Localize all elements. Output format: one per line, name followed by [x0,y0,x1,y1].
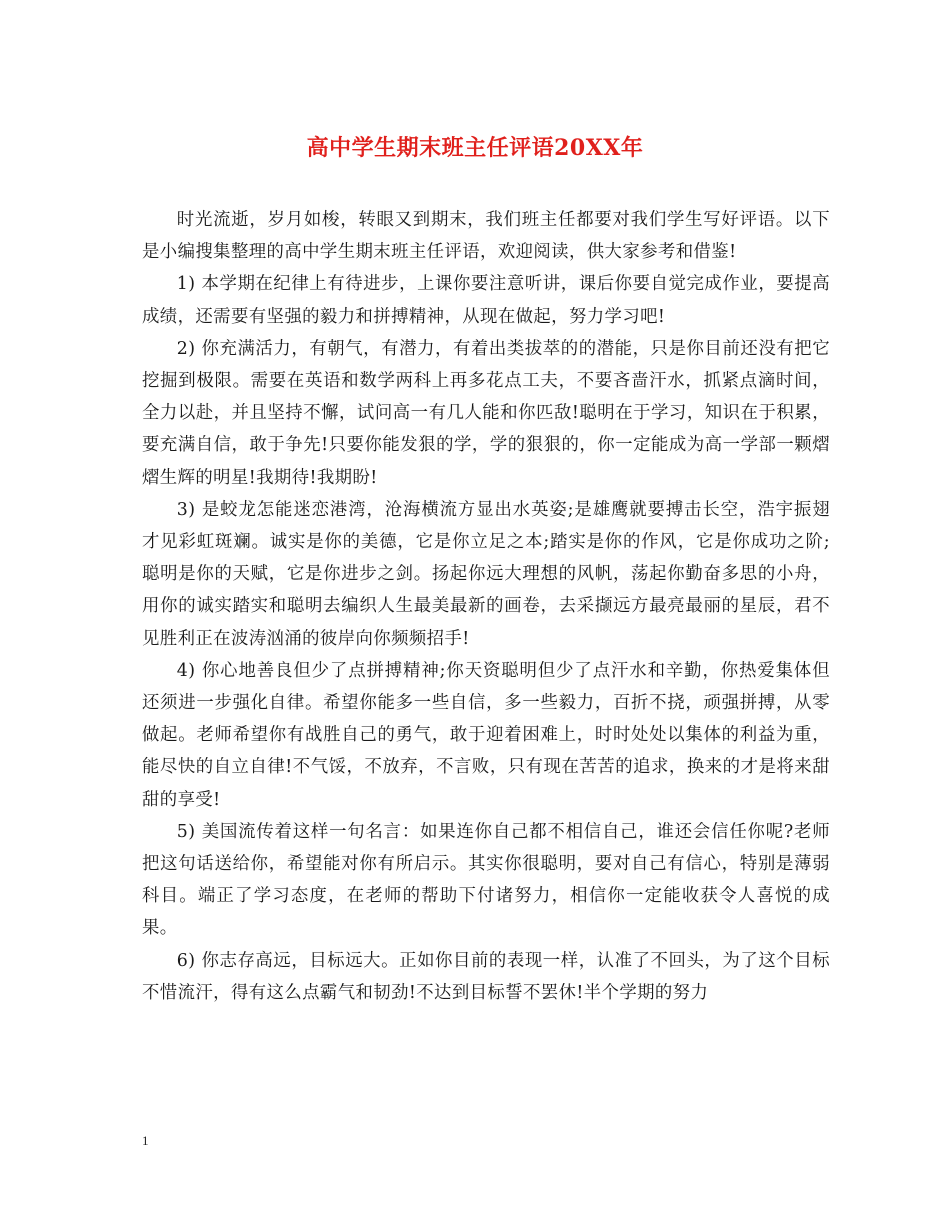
comment-paragraph-4: 4) 你心地善良但少了点拼搏精神;你天资聪明但少了点汗水和辛勤，你热爱集体但还须进一步强化自律。希望你能多一些自信，多一些毅力，百折不挠，顽强拼搏，从零做起。老师希望你有战胜自己的勇气，敢于迎着困难上，时时处处以集体的利益为重，能尽快的自立自律!不气馁，不放弃，不言败，只有现在苦苦的追求，换来的才是将来甜甜的享受! [142,660,830,810]
document-title: 高中学生期末班主任评语20XX年 [306,135,644,161]
comment-paragraph-3: 3) 是蛟龙怎能迷恋港湾，沧海横流方显出水英姿;是雄鹰就要搏击长空，浩宇振翅才见彩虹斑斓。诚实是你的美德，它是你立足之本;踏实是你的作风，它是你成功之阶;聪明是你的天赋，它是你进步之剑。扬起你远大理想的风帆，荡起你勤奋多思的小舟，用你的诚实踏实和聪明去编织人生最美最新的画卷，去采撷远方最亮最丽的星辰，君不见胜利正在波涛汹涌的彼岸向你频频招手! [142,499,830,649]
comment-paragraph-6: 6) 你志存高远，目标远大。正如你目前的表现一样，认准了不回头，为了这个目标不惜流汗，得有这么点霸气和韧劲!不达到目标誓不罢休!半个学期的努力 [142,950,830,1003]
document-body [142,204,830,1009]
comment-paragraph-5: 5) 美国流传着这样一句名言：如果连你自己都不相信自己，谁还会信任你呢?老师把这句话送给你，希望能对你有所启示。其实你很聪明，要对自己有信心，特别是薄弱科目。端正了学习态度，在老师的帮助下付诸努力，相信你一定能收获令人喜悦的成果。 [142,821,830,939]
page-number: 1 [142,1133,149,1148]
comment-paragraph-2: 2) 你充满活力，有朝气，有潜力，有着出类拔萃的的潜能，只是你目前还没有把它挖掘到极限。需要在英语和数学两科上再多花点工夫，不要吝啬汗水，抓紧点滴时间，全力以赴，并且坚持不懈，试问高一有几人能和你匹敌!聪明在于学习，知识在于积累，要充满自信，敢于争先!只要你能发狠的学，学的狠狠的，你一定能成为高一学部一颗熠熠生辉的明星!我期待!我期盼! [142,338,830,488]
comment-paragraph-1: 1) 本学期在纪律上有待进步，上课你要注意听讲，课后你要自觉完成作业，要提高成绩，还需要有坚强的毅力和拼搏精神，从现在做起，努力学习吧! [142,274,830,327]
intro-paragraph: 时光流逝，岁月如梭，转眼又到期末，我们班主任都要对我们学生写好评语。以下是小编搜集整理的高中学生期末班主任评语，欢迎阅读，供大家参考和借鉴! [142,210,830,263]
